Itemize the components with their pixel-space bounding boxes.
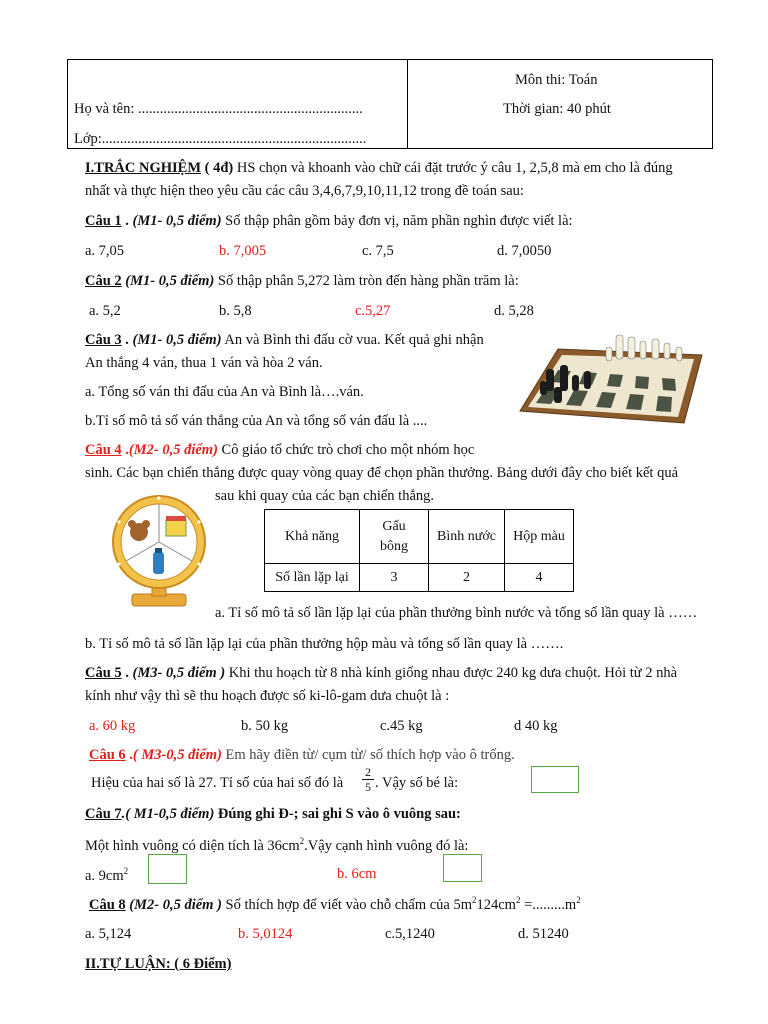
q4-part-a: a. Tỉ số mô tả số lần lặp lại của phần thưởng bình nước và tổng số lần quay là …… xyxy=(215,605,698,621)
chessboard-image xyxy=(516,325,706,425)
q7-option-b: b. 6cm xyxy=(337,866,377,882)
q8-option-b[interactable]: b. 5,0124 xyxy=(238,926,293,942)
q4-part-b: b. Tỉ số mô tả số lần lặp lại của phần thưởng hộp màu và tổng số lần quay là ……. xyxy=(85,636,564,652)
q7-answer-box-a[interactable] xyxy=(148,854,187,884)
q7-option-a: a. $9cm^2$ xyxy=(85,866,129,884)
subject-label: Môn thi: Toán xyxy=(515,72,598,88)
q8-option-d[interactable]: d. 51240 xyxy=(518,926,569,942)
q6-fraction: 2 5 xyxy=(362,765,374,794)
q8-prompt: Câu 8 (M2- 0,5 điểm ) Số thích hợp để viết vào chỗ chấm của $5m^2124cm^2 =.........m^2$ xyxy=(89,895,581,913)
q7-answer-box-b[interactable] xyxy=(443,854,482,882)
q2-option-b[interactable]: b. 5,8 xyxy=(219,303,252,319)
table-header-cell: Bình nước xyxy=(429,510,505,564)
q1-option-c[interactable]: c. 7,5 xyxy=(362,243,394,259)
table-header-cell: Khả năng xyxy=(265,510,360,564)
table-cell: 2 xyxy=(429,564,505,592)
prize-wheel-image xyxy=(104,494,214,612)
q4-prompt: Câu 4 .(M2- 0,5 điểm) Cô giáo tổ chức trò chơi cho một nhóm học xyxy=(85,442,475,458)
q5-prompt: Câu 5 . (M3- 0,5 điểm ) Khi thu hoạch từ 8 nhà kính giống nhau được 240 kg dưa chuột. Hỏi từ 2 nhà xyxy=(85,665,678,681)
q3-part-a: a. Tổng số ván thi đấu của An và Bình là….ván. xyxy=(85,384,364,400)
q2-option-c[interactable]: c.5,27 xyxy=(355,303,391,319)
time-label: Thời gian: 40 phút xyxy=(503,101,611,117)
q2-option-a[interactable]: a. 5,2 xyxy=(89,303,121,319)
q8-option-c[interactable]: c.5,1240 xyxy=(385,926,435,942)
q4-prompt-3: sau khi quay của các bạn chiến thắng. xyxy=(215,488,435,504)
q7-prompt: Câu 7.( M1-0,5 điểm) Đúng ghi Đ-; sai ghi S vào ô vuông sau: xyxy=(85,806,461,822)
q6-answer-box[interactable] xyxy=(531,766,579,793)
table-cell: 4 xyxy=(505,564,574,592)
q8-option-a[interactable]: a. 5,124 xyxy=(85,926,132,942)
q1-option-a[interactable]: a. 7,05 xyxy=(85,243,125,259)
q4-prompt-2: sinh. Các bạn chiến thắng được quay vòng quay để chọn phần thưởng. Bảng dưới đây cho biết kết quả xyxy=(85,465,679,481)
class-field: Lớp:......................................................................... xyxy=(74,131,367,147)
q1-option-b[interactable]: b. 7,005 xyxy=(219,243,267,259)
results-table xyxy=(264,509,574,592)
q5-option-b[interactable]: b. 50 kg xyxy=(241,718,289,734)
table-cell: Số lần lặp lại xyxy=(265,564,360,592)
table-header-cell: Gấu bông xyxy=(360,510,429,564)
name-field: Họ và tên: .............................................................. xyxy=(74,101,363,117)
q6-line-b: . Vậy số bé là: xyxy=(375,775,459,791)
q2-option-d[interactable]: d. 5,28 xyxy=(494,303,534,319)
q2-prompt: Câu 2 (M1- 0,5 điểm) Số thập phân 5,272 làm tròn đến hàng phần trăm là: xyxy=(85,273,519,289)
q6-line-a: Hiệu của hai số là 27. Tỉ số của hai số đó là xyxy=(91,775,344,791)
q3-prompt: Câu 3 . (M1- 0,5 điểm) An và Bình thi đấu cờ vua. Kết quả ghi nhận xyxy=(85,332,484,348)
q3-part-b: b.Tỉ số mô tả số ván thắng của An và tổng số ván đấu là .... xyxy=(85,413,428,429)
q3-prompt-2: An thắng 4 ván, thua 1 ván và hòa 2 ván. xyxy=(85,355,323,371)
table-cell: 3 xyxy=(360,564,429,592)
q5-option-a[interactable]: a. 60 kg xyxy=(89,718,136,734)
table-header-cell: Hộp màu xyxy=(505,510,574,564)
q1-option-d[interactable]: d. 7,0050 xyxy=(497,243,552,259)
header-divider xyxy=(407,60,408,148)
section2-title: II.TỰ LUẬN: ( 6 Điểm) xyxy=(85,956,232,972)
q5-option-c[interactable]: c.45 kg xyxy=(380,718,423,734)
q1-prompt: Câu 1 . (M1- 0,5 điểm) Số thập phân gồm bảy đơn vị, năm phần nghìn được viết là: xyxy=(85,213,573,229)
q5-option-d[interactable]: d 40 kg xyxy=(514,718,558,734)
q7-text: Một hình vuông có diện tích là $36cm^2.Vậy$ cạnh hình vuông đó là: xyxy=(85,836,469,854)
section1-intro-2: nhất và thực hiện theo yêu cầu các câu 3,4,6,7,9,10,11,12 trong đề toán sau: xyxy=(85,183,524,199)
q5-prompt-2: kính như vậy thì sẽ thu hoạch được số ki-lô-gam dưa chuột là : xyxy=(85,688,450,704)
q6-prompt: Câu 6 .( M3-0,5 điểm) Em hãy điền từ/ cụm từ/ số thích hợp vào ô trống. xyxy=(89,747,515,763)
section1-intro: I.TRẮC NGHIỆM ( 4đ) HS chọn và khoanh vào chữ cái đặt trước ý câu 1, 2,5,8 mà em cho là đúng xyxy=(85,160,673,176)
